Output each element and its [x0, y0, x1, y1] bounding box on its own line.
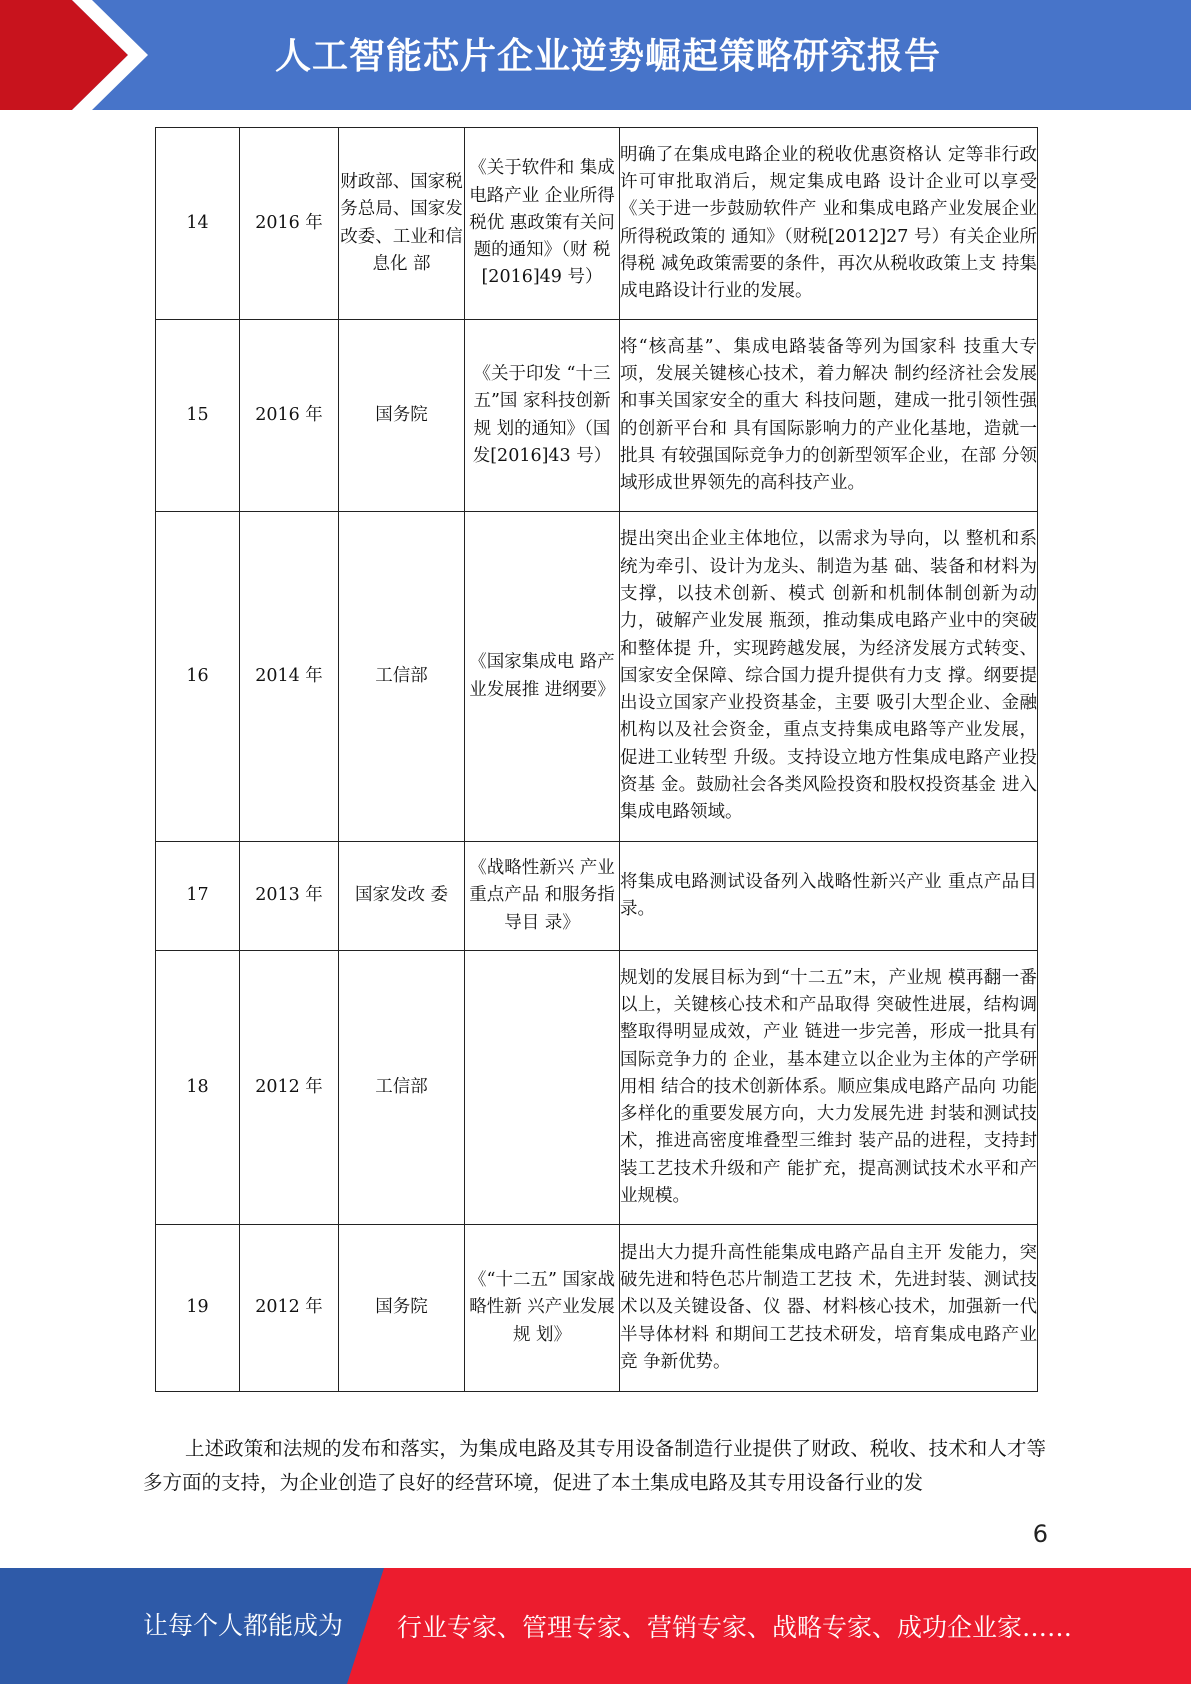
header-chevron-icon [0, 0, 160, 110]
row-year: 2012 年 [240, 1225, 339, 1392]
policy-table [155, 127, 1038, 1392]
row-department: 财政部、国家税务总局、国家发改委、工业和信息化 部 [339, 128, 465, 320]
row-document: 《关于软件和 集成电路产业 企业所得税优 惠政策有关问 题的通知》（财 税[2016]49 号） [465, 128, 620, 320]
row-description: 提出突出企业主体地位，以需求为导向，以 整机和系统为牵引、设计为龙头、制造为基 础、装备和材料为支撑，以技术创新、模式 创新和机制体制创新为动力，破解产业发展 瓶颈，推动集成电路产业中的突破和整体提 升，实现跨越发展，为经济发展方式转变、 国家安全保障、综合国力提升提供有力支 撑。纲要提出设立国家产业投资基金，主要 吸引大型企业、金融机构以及社会资金，重点支持集成电路等产业发展，促进工业转型 升级。支持设立地方性集成电路产业投资基 金。鼓励社会各类风险投资和股权投资基金 进入集成电路领域。 [620, 512, 1038, 842]
row-year: 2016 年 [240, 320, 339, 512]
row-year: 2013 年 [240, 842, 339, 951]
page-number: 6 [1032, 1520, 1048, 1548]
row-document: 《国家集成电 路产业发展推 进纲要》 [465, 512, 620, 842]
row-document [465, 951, 620, 1225]
row-document: 《关于印发 “十三五”国 家科技创新规 划的通知》（国 发[2016]43 号） [465, 320, 620, 512]
row-year: 2016 年 [240, 128, 339, 320]
table-row [156, 951, 1038, 1225]
row-description: 提出大力提升高性能集成电路产品自主开 发能力，突破先进和特色芯片制造工艺技 术，先进封装、测试技术以及关键设备、仪 器、材料核心技术，加强新一代半导体材料 和期间工艺技术研发，培育集成电路产业竞 争新优势。 [620, 1225, 1038, 1392]
row-number: 16 [156, 512, 240, 842]
footer-slogan-left: 让每个人都能成为 [143, 1611, 344, 1640]
row-year: 2014 年 [240, 512, 339, 842]
table-row [156, 512, 1038, 842]
row-department: 国务院 [339, 320, 465, 512]
footer-slogan-right: 行业专家、管理专家、营销专家、战略专家、成功企业家…… [397, 1613, 1073, 1642]
row-department: 国务院 [339, 1225, 465, 1392]
row-description: 将集成电路测试设备列入战略性新兴产业 重点产品目录。 [620, 842, 1038, 951]
table-row [156, 320, 1038, 512]
body-paragraph: 上述政策和法规的发布和落实，为集成电路及其专用设备制造行业提供了财政、税收、技术和人才等多方面的支持，为企业创造了良好的经营环境，促进了本土集成电路及其专用设备行业的发 [143, 1437, 1046, 1494]
row-description: 将“核高基”、集成电路装备等列为国家科 技重大专项，发展关键核心技术，着力解决 制约经济社会发展和事关国家安全的重大 科技问题，建成一批引领性强的创新平台和 具有国际影响力的产业化基地，造就一批具 有较强国际竞争力的创新型领军企业，在部 分领域形成世界领先的高科技产业。 [620, 320, 1038, 512]
table-row [156, 1225, 1038, 1392]
row-description: 规划的发展目标为到“十二五”末，产业规 模再翻一番以上，关键核心技术和产品取得 突破性进展，结构调整取得明显成效，产业 链进一步完善，形成一批具有国际竞争力的 企业，基本建立以企业为主体的产学研用相 结合的技术创新体系。顺应集成电路产品向 功能多样化的重要发展方向，大力发展先进 封装和测试技术，推进高密度堆叠型三维封 装产品的进程，支持封装工艺技术升级和产 能扩充，提高测试技术水平和产业规模。 [620, 951, 1038, 1225]
row-document: 《“十二五” 国家战略性新 兴产业发展规 划》 [465, 1225, 620, 1392]
row-description: 明确了在集成电路企业的税收优惠资格认 定等非行政许可审批取消后，规定集成电路 设计企业可以享受《关于进一步鼓励软件产 业和集成电路产业发展企业所得税政策的 通知》（财税[2012]27 号）有关企业所得税 减免政策需要的条件，再次从税收政策上支 持集成电路设计行业的发展。 [620, 128, 1038, 320]
page-header [0, 0, 1191, 110]
table-row [156, 128, 1038, 320]
page-footer [0, 1568, 1191, 1684]
row-document: 《战略性新兴 产业重点产品 和服务指导目 录》 [465, 842, 620, 951]
row-number: 19 [156, 1225, 240, 1392]
row-number: 17 [156, 842, 240, 951]
row-year: 2012 年 [240, 951, 339, 1225]
row-department: 工信部 [339, 951, 465, 1225]
row-number: 18 [156, 951, 240, 1225]
row-department: 工信部 [339, 512, 465, 842]
row-department: 国家发改 委 [339, 842, 465, 951]
row-number: 14 [156, 128, 240, 320]
report-title: 人工智能芯片企业逆势崛起策略研究报告 [275, 36, 942, 77]
table-row [156, 842, 1038, 951]
row-number: 15 [156, 320, 240, 512]
